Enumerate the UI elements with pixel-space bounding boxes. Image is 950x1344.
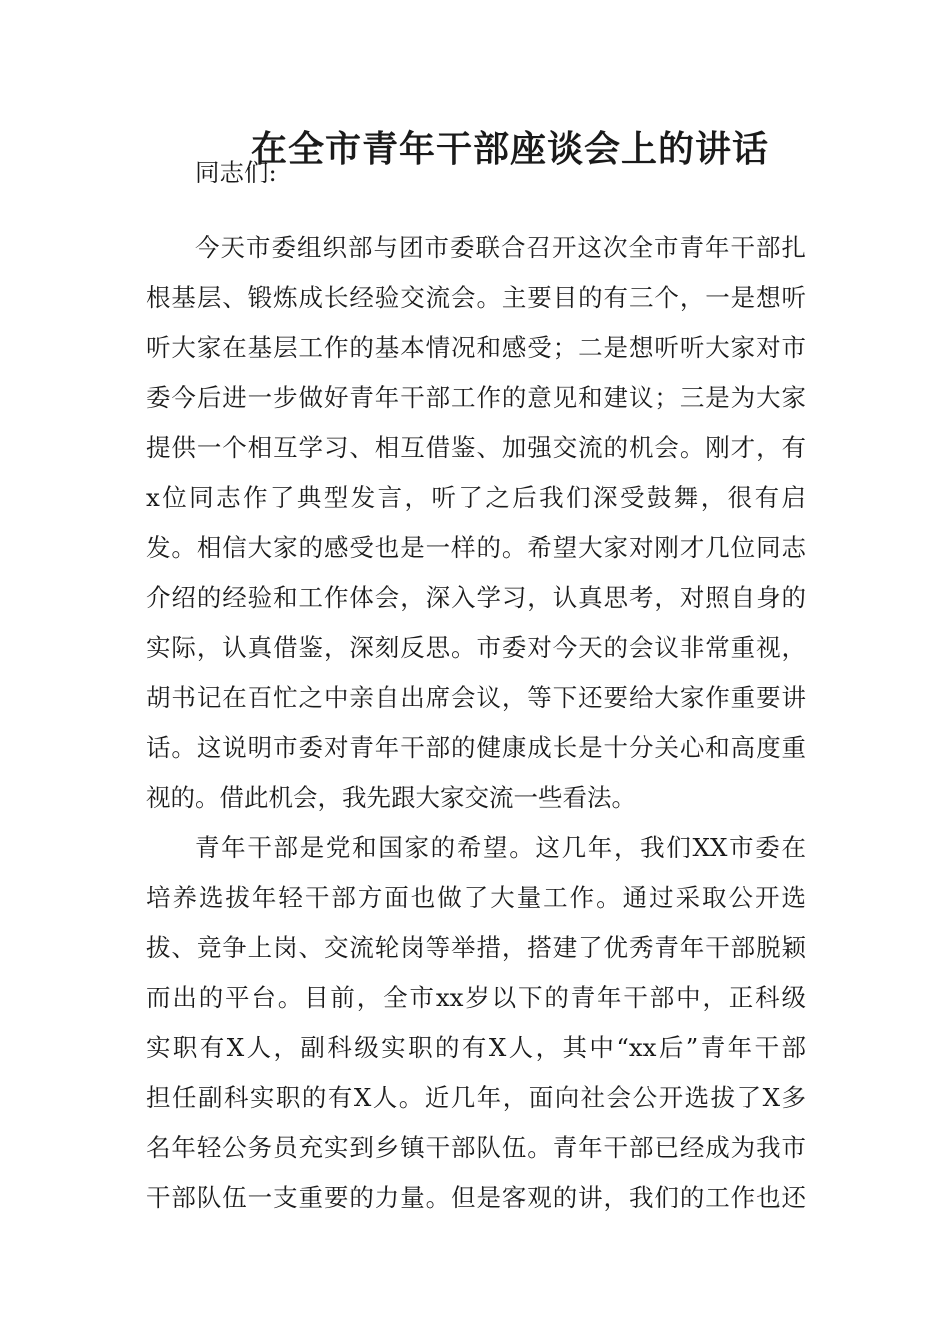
salutation: 同志们: <box>195 158 277 187</box>
paragraph-1-line-2: 根基层、锻炼成长经验交流会。主要目的有三个，一是想听 <box>146 283 806 312</box>
paragraph-2-line-3: 拔、竞争上岗、交流轮岗等举措，搭建了优秀青年干部脱颖 <box>146 933 806 962</box>
paragraph-2-line-2: 培养选拔年轻干部方面也做了大量工作。通过采取公开选 <box>146 883 806 912</box>
paragraph-2-line-7: 名年轻公务员充实到乡镇干部队伍。青年干部已经成为我市 <box>146 1133 806 1162</box>
paragraph-1-line-7: 发。相信大家的感受也是一样的。希望大家对刚才几位同志 <box>146 533 806 562</box>
paragraph-2-line-8: 干部队伍一支重要的力量。但是客观的讲，我们的工作也还 <box>146 1183 806 1212</box>
paragraph-1-line-6: x位同志作了典型发言，听了之后我们深受鼓舞，很有启 <box>146 483 806 512</box>
paragraph-1-line-1: 今天市委组织部与团市委联合召开这次全市青年干部扎 <box>195 233 806 262</box>
paragraph-1-line-10: 胡书记在百忙之中亲自出席会议，等下还要给大家作重要讲 <box>146 683 806 712</box>
paragraph-2-line-6: 担任副科实职的有X人。近几年，面向社会公开选拔了X多 <box>146 1083 806 1112</box>
paragraph-1-line-8: 介绍的经验和工作体会，深入学习，认真思考，对照自身的 <box>146 583 806 612</box>
paragraph-1-line-11: 话。这说明市委对青年干部的健康成长是十分关心和高度重 <box>146 733 806 762</box>
paragraph-2-line-1: 青年干部是党和国家的希望。这几年，我们XX市委在 <box>195 833 806 862</box>
paragraph-1-line-12: 视的。借此机会，我先跟大家交流一些看法。 <box>146 783 636 812</box>
paragraph-2-line-4: 而出的平台。目前，全市xx岁以下的青年干部中，正科级 <box>146 983 806 1012</box>
paragraph-1-line-5: 提供一个相互学习、相互借鉴、加强交流的机会。刚才，有 <box>146 433 806 462</box>
document-title: 在全市青年干部座谈会上的讲话 <box>250 128 769 170</box>
paragraph-1-line-9: 实际，认真借鉴，深刻反思。市委对今天的会议非常重视， <box>146 633 806 662</box>
paragraph-1-line-4: 委今后进一步做好青年干部工作的意见和建议；三是为大家 <box>146 383 806 412</box>
paragraph-1-line-3: 听大家在基层工作的基本情况和感受；二是想听听大家对市 <box>146 333 806 362</box>
paragraph-2-line-5: 实职有X人，副科级实职的有X人，其中“xx后”青年干部 <box>146 1033 806 1062</box>
